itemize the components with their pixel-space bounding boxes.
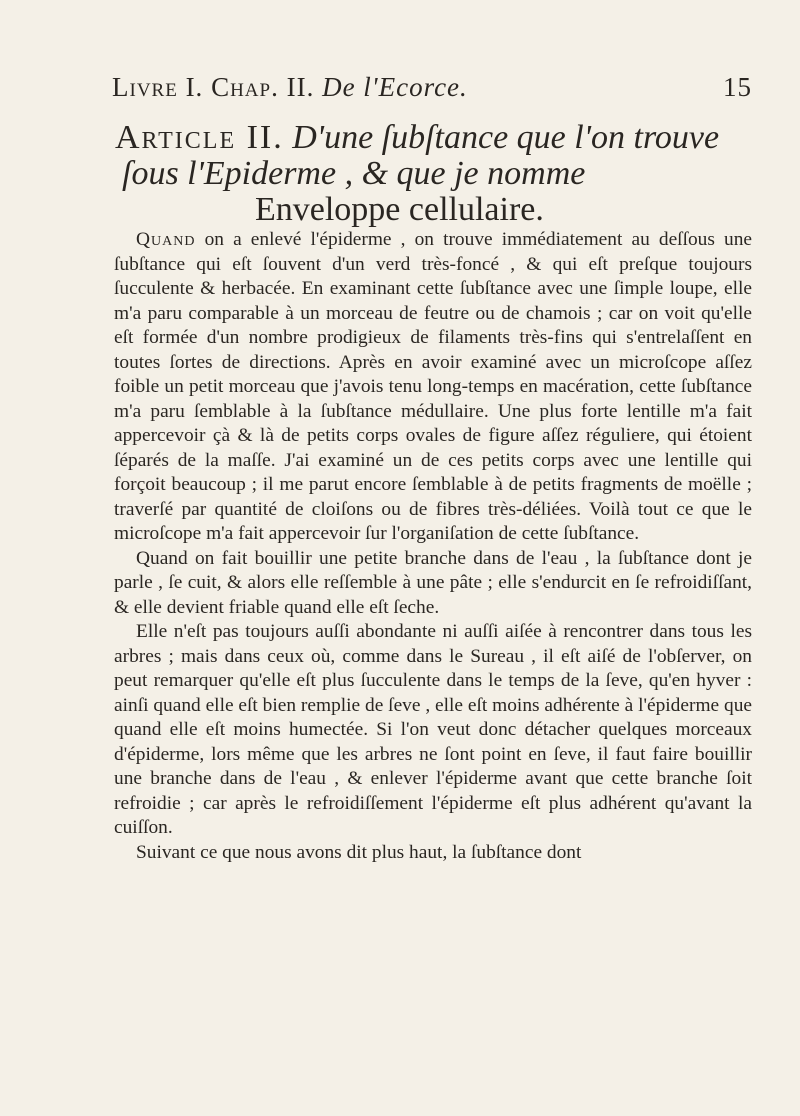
paragraph-text: Quand on fait bouillir une petite branche dans de l'eau , la ſubſtance dont je parle , ſe cuit, & alors elle reſſemble à une pâte ; elle s'endurcit en ſe refroidiſſant, & elle devient friable quand elle eſt ſeche. <box>114 547 752 618</box>
chapter-subject: De l'Ecorce. <box>322 72 468 102</box>
chapter-label: Chap. II. <box>211 72 315 102</box>
page-number: 15 <box>723 72 752 102</box>
article-heading <box>115 120 755 228</box>
running-head <box>112 72 752 112</box>
article-label: Article II. <box>115 119 284 156</box>
paragraph <box>114 228 752 547</box>
book-label: Livre I. <box>112 72 204 102</box>
body-text <box>114 228 752 865</box>
paragraph-text: Suivant ce que nous avons dit plus haut, la ſubſtance dont <box>136 841 582 863</box>
article-title-line-2: ſous l'Epiderme , & que je nomme <box>122 155 586 192</box>
article-title-line-1: D'une ſubſtance que l'on trouve <box>292 119 720 156</box>
paragraph <box>114 841 752 866</box>
paragraph-text: Elle n'eſt pas toujours auſſi abondante ni auſſi aiſée à rencontrer dans tous les arbres ; mais dans ceux où, comme dans le Sureau , il eſt aiſé de l'obſerver, on peut remarquer qu'elle eſt plus ſucculente dans le temps de la ſeve, qu'en hyver : ainſi quand elle eſt bien remplie de ſeve , elle eſt moins adhérente à l'épiderme que quand elle eſt moins humectée. Si l'on veut donc détacher quelques morceaux d'épiderme, lors même que les arbres ne ſont point en ſeve, il faut faire bouillir une branche dans de l'eau , & enlever l'épiderme avant que cette branche ſoit refroidie ; car après le refroidiſſement l'épiderme eſt plus adhérent qu'avant la cuiſſon. <box>114 621 752 838</box>
article-title-line-3: Enveloppe cellulaire. <box>255 191 544 228</box>
paragraph <box>114 620 752 841</box>
paragraph-text: on a enlevé l'épiderme , on trouve immédiatement au deſſous une ſubſtance qui eſt ſouvent d'un verd très-foncé , & qui eſt preſque toujours ſucculente & herbacée. En examinant cette ſubſtance avec une ſimple loupe, elle m'a paru comparable à un morceau de feutre ou de chamois ; car on voit qu'elle eſt formée d'un nombre prodigieux de filaments très-fins qui s'entrelaſſent en toutes ſortes de directions. Après en avoir examiné avec un microſcope aſſez foible un petit morceau que j'avois tenu long-temps en macération, cette ſubſtance m'a paru ſemblable à la ſubſtance médullaire. Une plus forte lentille m'a fait appercevoir çà & là de petits corps ovales de figure aſſez réguliere, qui étoient ſéparés de la maſſe. J'ai examiné un de ces petits corps avec une lentille qui forçoit beaucoup ; il me parut encore ſemblable à de petits fragments de moëlle ; traverſé par quantité de cloiſons ou de fibres très-déliées. Voilà tout ce que le microſcope m'a fait appercevoir ſur l'organiſation de cette ſubſtance. <box>114 229 752 544</box>
paragraph <box>114 547 752 621</box>
paragraph-lead-word: Quand <box>136 229 196 250</box>
